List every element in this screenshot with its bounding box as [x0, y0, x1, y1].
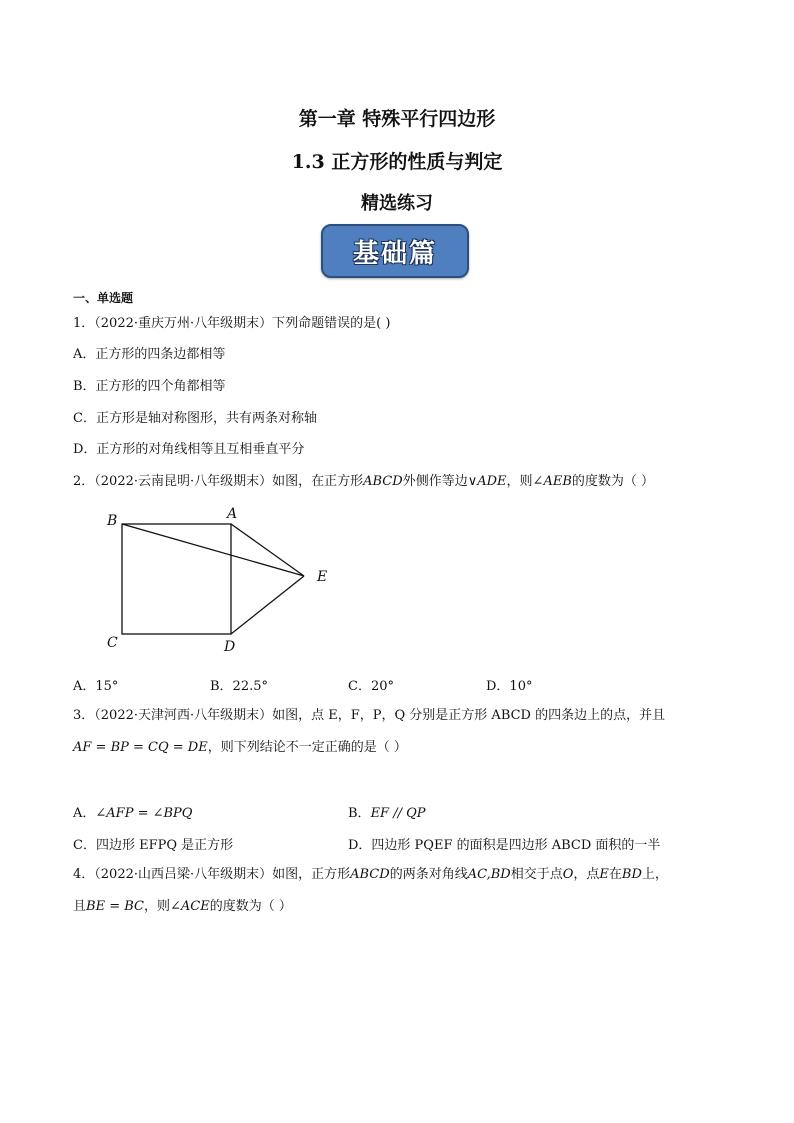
q4-text-6: 上， [641, 867, 668, 882]
q3-a-math: ∠AFP = ∠BPQ [95, 806, 193, 821]
question-4-stem-line-1 [73, 866, 668, 884]
question-1-stem: 1．（2022·重庆万州·八年级期末）下列命题错误的是( ) [73, 316, 391, 331]
question-2-option-b: B．22.5° [210, 679, 268, 694]
q2-text-2: 外侧作等边 [402, 474, 468, 489]
q4-math-bd: BD [621, 867, 642, 882]
subtitle: 精选练习 [361, 193, 433, 214]
label-b: B [107, 513, 118, 529]
question-4-stem-line-2 [73, 898, 292, 916]
label-d: D [224, 639, 236, 655]
question-2-option-d: D．10° [486, 679, 533, 694]
q4-math-be-bc: BE = BC [86, 899, 144, 914]
q2-math-triangle: ∨ADE [467, 474, 507, 489]
question-3-option-b [348, 802, 426, 821]
question-3-stem-line-2 [73, 739, 407, 757]
q4-math-diagonals: AC,BD [467, 867, 511, 882]
q4-math-e: E [599, 867, 609, 882]
segment-ae [231, 524, 304, 576]
question-2-figure [100, 500, 340, 660]
question-3-option-a [73, 802, 192, 821]
question-3-option-d: D．四边形 PQEF 的面积是四边形 ABCD 面积的一半 [348, 838, 661, 853]
q3-b-prefix: B． [348, 806, 371, 821]
chapter-title: 第一章 特殊平行四边形 [298, 108, 496, 130]
question-2-stem [73, 473, 654, 491]
question-1-option-d: D．正方形的对角线相等且互相垂直平分 [73, 442, 305, 457]
q4-text-1: 4．（2022·山西吕梁·八年级期末）如图，正方形 [73, 867, 351, 882]
segment-de [231, 576, 304, 634]
q4-text-7: 且 [73, 899, 87, 914]
q4-text-5: 在 [608, 867, 622, 882]
section-title: 1.3 正方形的性质与判定 [291, 151, 503, 173]
question-1-option-c: C．正方形是轴对称图形，共有两条对称轴 [73, 411, 317, 426]
q3-math-equal-segments: AF = BP = CQ = DE [73, 740, 208, 755]
q3-text-rest: ，则下列结论不一定正确的是（ ） [207, 740, 407, 755]
question-1-option-b: B．正方形的四个角都相等 [73, 379, 226, 394]
q3-b-math: EF // QP [370, 806, 426, 821]
q4-text-3: 相交于点 [510, 867, 563, 882]
q4-math-o: O [562, 867, 574, 882]
question-2-option-a: A．15° [73, 679, 119, 694]
question-type-heading: 一、单选题 [73, 291, 134, 305]
q2-text-4: 的度数为（ ） [571, 474, 655, 489]
q3-a-prefix: A． [73, 806, 96, 821]
question-1-option-a: A．正方形的四条边都相等 [73, 347, 226, 362]
label-a: A [227, 506, 238, 522]
q4-math-square: ABCD [350, 867, 390, 882]
level-badge-label: 基础篇 [352, 238, 437, 269]
label-c: C [107, 635, 118, 651]
question-3-stem-line-1: 3．（2022·天津河西·八年级期末）如图，点 E，F，P，Q 分别是正方形 ABCD 的四条边上的点，并且 [73, 708, 666, 723]
q2-text-1: 2．（2022·云南昆明·八年级期末）如图，在正方形 [73, 474, 364, 489]
question-2-option-c: C．20° [348, 679, 394, 694]
q2-text-3: ，则 [506, 474, 533, 489]
q4-math-angle: ∠ACE [169, 899, 210, 914]
q4-text-4: ，点 [573, 867, 600, 882]
question-3-option-c: C．四边形 EFPQ 是正方形 [73, 838, 234, 853]
square-abcd [122, 524, 231, 634]
segment-be [122, 524, 304, 576]
q4-text-9: 的度数为（ ） [209, 899, 292, 914]
q2-math-angle: ∠AEB [532, 474, 572, 489]
q2-math-square: ABCD [363, 474, 403, 489]
label-e: E [317, 569, 328, 585]
q4-text-2: 的两条对角线 [389, 867, 468, 882]
level-badge [321, 224, 469, 278]
q4-text-8: ，则 [143, 899, 170, 914]
